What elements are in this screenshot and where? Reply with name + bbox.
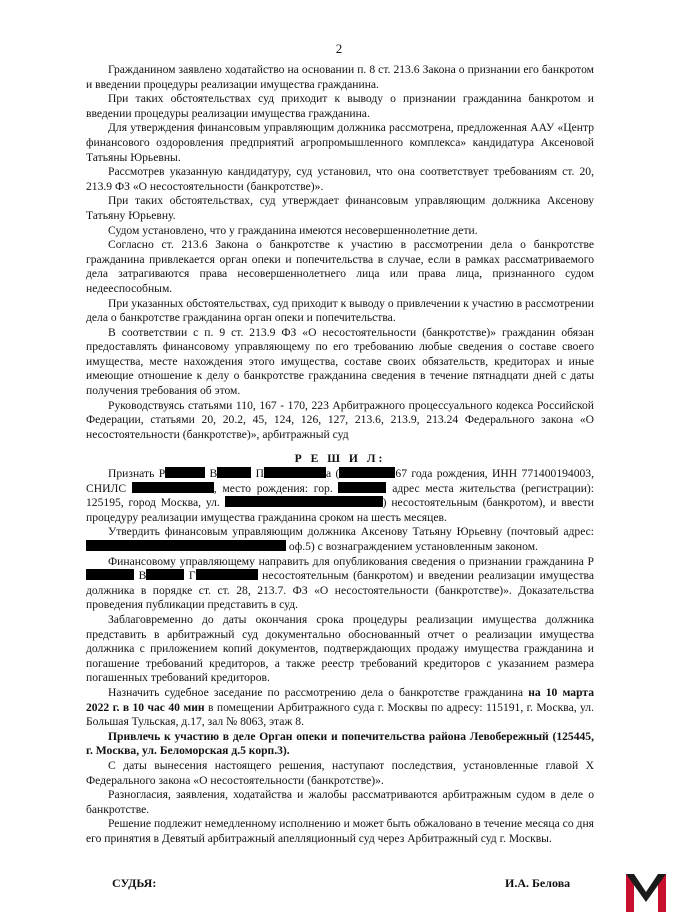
redaction-block — [264, 467, 326, 478]
redaction-block — [146, 569, 184, 580]
redaction-block — [196, 569, 258, 580]
decision-paragraph: С даты вынесения настоящего решения, наступают последствия, установленные главой X Федерального закона «О несостоятельности (банкротстве)». — [86, 758, 594, 787]
paragraph: В соответствии с п. 9 ст. 213.9 ФЗ «О несостоятельности (банкротстве)» гражданин обязан предоставлять финансовому управляющему по его требованию любые сведения о составе своего имущества, месте нахождения этого имущества, составе своих обязательств, кредиторах и иные имеющие отношение к делу о банкротстве гражданина сведения в течение пятнадцати дней с даты получения требования об этом. — [86, 325, 594, 398]
redaction-block — [132, 482, 214, 493]
text: а ( — [326, 467, 340, 481]
text: оф.5) с вознаграждением установленным законом. — [288, 540, 538, 553]
decision-paragraph — [86, 525, 594, 554]
m-logo-icon — [622, 870, 670, 914]
text: в помещении Арбитражного суда г. Москвы по адресу: 115191, г. Москва, ул. Большая Тульская, д.17, зал № 8063, этаж 8. — [86, 700, 594, 729]
paragraph: Рассмотрев указанную кандидатуру, суд установил, что она соответствует требованиям ст. 20, 213.9 ФЗ «О несостоятельности (банкротстве)». — [86, 165, 594, 193]
paragraph: При таких обстоятельствах, суд утверждает финансовым управляющим должника Аксенову Татьяну Юрьевну. — [86, 194, 594, 222]
decision-paragraph: Разногласия, заявления, ходатайства и жалобы рассматриваются арбитражным судом в деле о банкротстве. — [86, 788, 594, 816]
text: Утвердить финансовым управляющим должника Аксенову Татьяну Юрьевну (почтовый адрес: — [108, 525, 594, 539]
redaction-block — [86, 540, 286, 551]
decision-heading: Р Е Ш И Л: — [294, 452, 386, 466]
text: Назначить судебное заседание по рассмотрению дела о банкротстве гражданина — [108, 685, 524, 699]
text: П — [255, 467, 265, 481]
text: , место рождения: гор. — [213, 481, 333, 495]
text: Г — [188, 569, 196, 583]
text: Признать Р — [108, 467, 166, 481]
paragraph: Согласно ст. 213.6 Закона о банкротстве к участию в рассмотрении дела о банкротстве гражданина привлекается орган опеки и попечительства в случае, если в рамках рассматриваемого дела затрагиваются права несовершеннолетнего лица или права лица, признанного судом недееспособным. — [86, 238, 594, 295]
redaction-block — [217, 467, 251, 478]
paragraph: Руководствуясь статьями 110, 167 - 170, 223 Арбитражного процессуального кодекса Российской Федерации, статьями 20, 20.2, 45, 124, 126, 127, 213.6, 213.9, 213.24 Федерального закона «О несостоятельности (банкротстве)», арбитражный суд — [86, 398, 594, 441]
decision-paragraph: Решение подлежит немедленному исполнению и может быть обжаловано в течение месяца со дня его принятия в Девятый арбитражный апелляционный суд через Арбитражный суд г. Москвы. — [86, 817, 594, 845]
text: В — [209, 467, 218, 481]
redaction-block — [225, 496, 383, 507]
judge-name: И.А. Белова — [505, 876, 571, 890]
decision-paragraph — [86, 555, 594, 613]
paragraph: Судом установлено, что у гражданина имеются несовершеннолетние дети. — [108, 223, 478, 237]
redaction-block — [338, 482, 386, 493]
text: адрес места жительства (регистрации): 125195, город Москва, ул. — [86, 481, 594, 510]
paragraph: При указанных обстоятельствах, суд приходит к выводу о привлечении к участию в рассмотрении дела о банкротстве гражданина орган опеки и попечительства. — [86, 296, 594, 325]
text: 67 года рождения, ИНН 771400194003, СНИЛС — [86, 467, 594, 495]
text: Финансовому управляющему направить для опубликования сведения о признании гражданина Р — [108, 554, 594, 568]
paragraph: Гражданином заявлено ходатайство на основании п. 8 ст. 213.6 Закона о признании его банкротом и введении процедуры реализации имущества гражданина. — [86, 63, 594, 91]
decision-paragraph — [86, 467, 594, 525]
decision-paragraph: Привлечь к участию в деле Орган опеки и попечительства района Левобережный (125445, г. Москва, ул. Беломорская д.5 корп.3). — [86, 729, 594, 758]
text: ) несостоятельным (банкротом), и ввести процедуру реализации имущества гражданина сроком на шесть месяцев. — [86, 496, 594, 524]
paragraph: Для утверждения финансовым управляющим должника рассмотрена, предложенная ААУ «Центр финансового оздоровления предприятий агропромышленного комплекса» кандидатура Аксеновой Татьяны Юрьевны. — [86, 121, 594, 164]
judge-label: СУДЬЯ: — [112, 876, 157, 890]
paragraph: При таких обстоятельствах суд приходит к выводу о признании гражданина банкротом и введении процедуры реализации имущества гражданина. — [86, 92, 594, 120]
hearing-date: на 10 марта 2022 г. в 10 час 40 мин — [86, 685, 594, 714]
page-number: 2 — [335, 41, 343, 56]
document-body — [86, 63, 594, 846]
text: В — [138, 569, 147, 583]
text: несостоятельным (банкротом) и введении реализации имущества должника в порядке ст. ст. 28, 213.7. ФЗ «О несостоятельности (банкротстве)». Доказательства проведения публикации представить в суд. — [86, 569, 594, 612]
redaction-block — [339, 467, 395, 478]
decision-paragraph: Заблаговременно до даты окончания срока процедуры реализации имущества должника представить в арбитражный суд документально обоснованный отчет о реализации имущества должника с приложением копий документов, подтверждающих продажу имущества гражданина и погашение требований кредиторов, а также реестр требований кредиторов с указанием размера погашенных требований кредиторов. — [86, 612, 594, 685]
redaction-block — [86, 569, 134, 580]
redaction-block — [165, 467, 205, 478]
decision-paragraph — [86, 686, 594, 730]
